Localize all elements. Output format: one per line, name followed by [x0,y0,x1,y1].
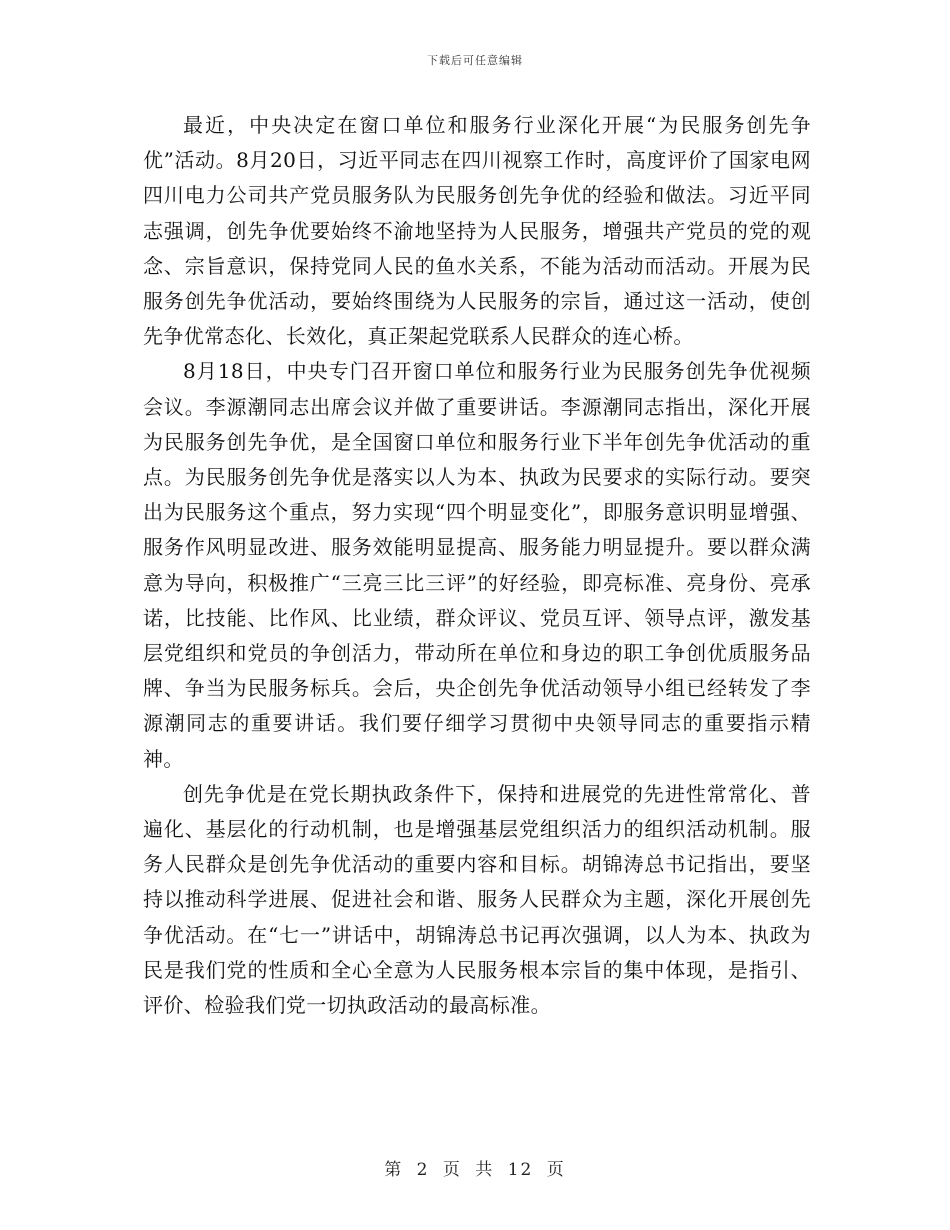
document-body [143,108,811,1023]
paragraph-3: 创先争优是在党长期执政条件下，保持和进展党的先进性常常化、普遍化、基层化的行动机制，也是增强基层党组织活力的组织活动机制。服务人民群众是创先争优活动的重要内容和目标。胡锦涛总书记指出，要坚持以推动科学进展、促进社会和谐、服务人民群众为主题，深化开展创先争优活动。在“七一”讲话中，胡锦涛总书记再次强调，以人为本、执政为民是我们党的性质和全心全意为人民服务根本宗旨的集中体现，是指引、评价、检验我们党一切执政活动的最高标准。 [143,781,811,1018]
page-header-note: 下载后可任意编辑 [427,54,523,67]
page-number-footer: 第 2 页 共 12 页 [384,1160,566,1180]
paragraph-1: 最近，中央决定在窗口单位和服务行业深化开展“为民服务创先争优”活动。8月20日，习近平同志在四川视察工作时，高度评价了国家电网四川电力公司共产党员服务队为民服务创先争优的经验和做法。习近平同志强调，创先争优要始终不渝地坚持为人民服务，增强共产党员的党的观念、宗旨意识，保持党同人民的鱼水关系，不能为活动而活动。开展为民服务创先争优活动，要始终围绕为人民服务的宗旨，通过这一活动，使创先争优常态化、长效化，真正架起党联系人民群众的连心桥。 [143,113,811,349]
paragraph-2: 8月18日，中央专门召开窗口单位和服务行业为民服务创先争优视频会议。李源潮同志出席会议并做了重要讲话。李源潮同志指出，深化开展为民服务创先争优，是全国窗口单位和服务行业下半年创先争优活动的重点。为民服务创先争优是落实以人为本、执政为民要求的实际行动。要突出为民服务这个重点，努力实现“四个明显变化”，即服务意识明显增强、服务作风明显改进、服务效能明显提高、服务能力明显提升。要以群众满意为导向，积极推广“三亮三比三评”的好经验，即亮标准、亮身份、亮承诺，比技能、比作风、比业绩，群众评议、党员互评、领导点评，激发基层党组织和党员的争创活力，带动所在单位和身边的职工争创优质服务品牌、争当为民服务标兵。会后，央企创先争优活动领导小组已经转发了李源潮同志的重要讲话。我们要仔细学习贯彻中央领导同志的重要指示精神。 [143,359,811,771]
